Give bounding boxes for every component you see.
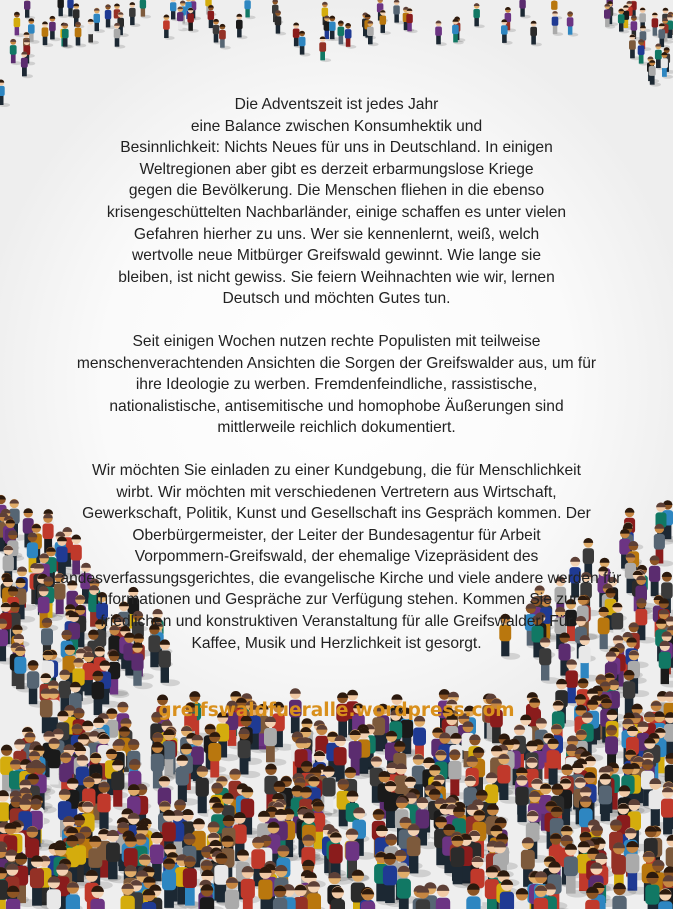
person-figure [435, 21, 447, 47]
text-line: Gefahren hierher zu uns. Wer sie kennenlernt, weiß, welch [133, 225, 540, 243]
person-figure [567, 11, 579, 36]
person-figure [345, 23, 357, 49]
person-figure [140, 0, 151, 18]
text-line: wertvolle neue Mitbürger Greifswald gewinnt. Wie lange sie [131, 247, 542, 265]
person-figure [49, 16, 61, 41]
text-line: Besinnlichkeit: Nichts Neues für uns in Deutschland. In einigen [120, 139, 553, 157]
text-line: ihre Ideologie zu werben. Fremdenfeindliche, rassistische, [135, 376, 538, 394]
text-line: eine Balance zwischen Konsumhektik und [190, 117, 483, 135]
text-line: gegen die Bevölkerung. Die Menschen fliehen in die ebenso [128, 182, 545, 200]
text-line: Die Adventszeit ist jedes Jahr [234, 96, 439, 113]
website-link[interactable]: greifswaldfueralle.wordpress.com [158, 700, 515, 721]
text-line: nationalistische, antisemitische und homophobe Äußerungen sind [109, 397, 564, 415]
text-line: menschenverachtenden Ansichten die Sorgen der Greifswalder aus, um für [76, 354, 597, 372]
text-line: Kaffee, Musik und Herzlichkeit ist gesorgt. [191, 634, 482, 652]
text-line: Informationen und Gespräche zur Verfügung stehen. Kommen Sie zur [95, 591, 578, 609]
text-line: wirbt. Wir möchten mit verschiedenen Vertretern aus Wirtschaft, [116, 483, 557, 501]
person-figure [275, 10, 287, 35]
text-line: mittlerweile reichlich dokumentiert. [217, 419, 456, 437]
paragraph-invitation [20, 460, 653, 654]
person-figure [661, 787, 673, 839]
text-line: Landesverfassungsgerichtes, die evangelische Kirche und viele andere werden für [51, 569, 622, 587]
person-figure [58, 0, 69, 18]
person-figure [0, 79, 10, 107]
person-figure [10, 39, 22, 65]
text-line: krisengeschüttelten Nachbarländer, einige schaffen es unter vielen [106, 203, 567, 221]
text-line: Gewerkschaft, Politik, Kunst und Gesellschaft ins Gespräch kommen. Der [82, 505, 591, 523]
person-figure [75, 22, 87, 48]
person-figure [530, 21, 542, 47]
person-figure [473, 3, 484, 28]
person-figure [129, 2, 140, 27]
paragraph-advent [20, 94, 653, 310]
person-figure [299, 31, 311, 57]
paragraph-populists [20, 331, 653, 439]
text-line: Deutsch und möchten Gutes tun. [222, 290, 451, 308]
person-figure [638, 39, 650, 65]
person-figure [24, 0, 35, 20]
text-line: bleiben, ist nicht gewiss. Sie feiern Weihnachten wie wir, lernen [118, 268, 555, 286]
person-figure [380, 10, 391, 35]
person-figure [519, 0, 530, 18]
text-line: friedlichen und konstruktiven Veranstaltung für alle Greifswalder! Für [100, 613, 573, 631]
person-figure [367, 21, 379, 47]
person-figure [244, 0, 255, 19]
person-figure [552, 11, 564, 36]
person-figure [661, 52, 673, 79]
flyer-body-text [20, 94, 653, 675]
person-figure [94, 8, 106, 33]
person-figure [436, 885, 461, 909]
person-figure [219, 24, 231, 50]
text-line: Wir möchten Sie einladen zu einer Kundgebung, die für Menschlichkeit [92, 461, 581, 479]
text-line: Weltregionen aber gibt es derzeit erbarmungslose Kriege [139, 160, 534, 178]
person-figure [14, 12, 25, 37]
text-line: Vorpommern-Greifswald, der ehemalige Vizepräsident des [134, 548, 539, 566]
text-line: Seit einigen Wochen nutzen rechte Populisten mit teilweise [132, 332, 541, 350]
text-line: Oberbürgermeister, der Leiter der Bundesagentur für Arbeit [132, 526, 541, 544]
